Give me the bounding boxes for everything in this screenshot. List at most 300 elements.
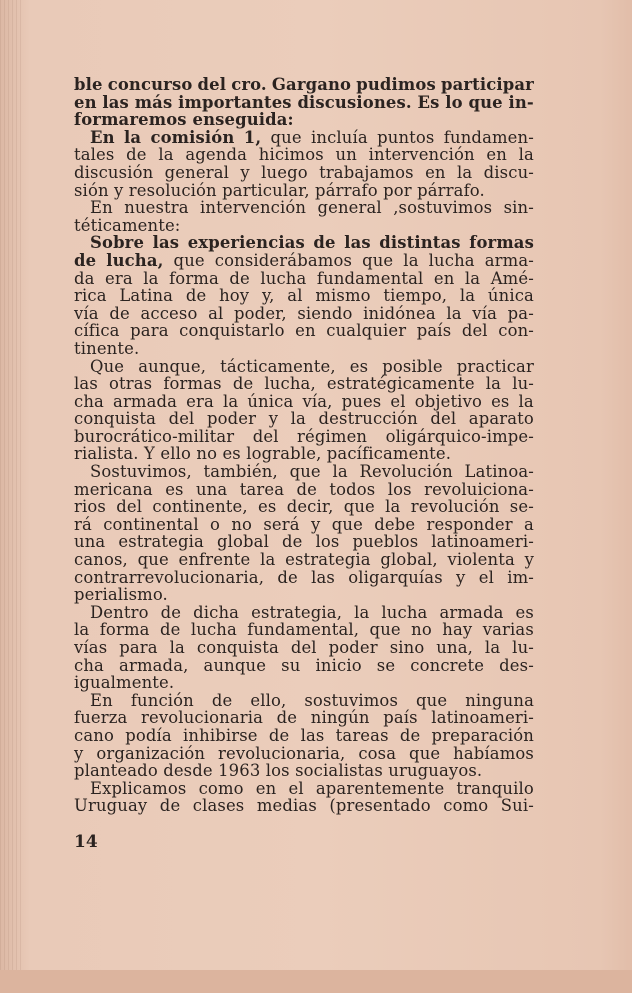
- word: la: [459, 286, 476, 306]
- text-line: [74, 445, 534, 463]
- text-line: [74, 569, 534, 587]
- word: responder: [426, 514, 513, 534]
- word: ninguna: [465, 690, 534, 710]
- word: una: [195, 479, 228, 499]
- word: discusión: [74, 162, 154, 182]
- word: para: [119, 638, 158, 657]
- word: la: [74, 620, 90, 640]
- word: ningún: [310, 708, 370, 728]
- word: cha: [74, 655, 104, 675]
- word: estratégicamente: [326, 374, 475, 394]
- word: podía: [125, 725, 172, 745]
- word: del: [290, 638, 317, 657]
- word: país: [416, 321, 452, 341]
- word: cro.: [231, 75, 267, 94]
- text-line: [74, 657, 534, 675]
- word: de: [276, 708, 298, 728]
- word: canos,: [74, 550, 128, 570]
- word: la: [446, 303, 462, 323]
- word: discusiones.: [297, 92, 412, 112]
- word: Explicamos: [90, 778, 187, 798]
- word: de: [229, 268, 250, 288]
- word: de: [126, 145, 147, 165]
- word: un: [335, 145, 357, 165]
- word: Revolución: [359, 462, 453, 482]
- text-run: téticamente:: [74, 215, 181, 235]
- word: que: [173, 250, 205, 270]
- word: nuestra: [124, 198, 189, 218]
- word: de: [399, 725, 421, 745]
- text-run: sión y resolución particular, párrafo por párrafo.: [74, 180, 485, 200]
- word: fundamental: [316, 268, 424, 288]
- word: latinoameri-: [431, 708, 534, 728]
- word: concrete: [410, 655, 485, 675]
- word: régimen: [297, 426, 368, 446]
- word: cha: [74, 391, 104, 411]
- text-line: [74, 762, 534, 780]
- word: la: [484, 638, 501, 657]
- word: única: [247, 391, 294, 411]
- word: intervención: [200, 198, 307, 218]
- word: la: [158, 145, 174, 165]
- word: fundamental,: [247, 620, 360, 640]
- word: incluía: [310, 127, 368, 147]
- text-line: [74, 692, 534, 710]
- word: revolucionaria,: [218, 743, 346, 763]
- word: Sostuvimos,: [90, 462, 192, 482]
- word: armada,: [119, 655, 189, 675]
- word: y,: [261, 286, 275, 306]
- word: Latina: [119, 286, 174, 306]
- word: ble: [74, 75, 103, 94]
- word: en: [74, 92, 97, 112]
- word: oligárquico-impe-: [385, 426, 534, 446]
- word: la: [485, 374, 502, 394]
- word: del: [252, 426, 279, 446]
- word: Gargano: [271, 75, 352, 94]
- word: cano: [74, 725, 114, 745]
- text-line: [74, 428, 534, 446]
- word: mericana: [74, 479, 153, 499]
- text-line: [74, 797, 534, 815]
- word: tácticamente,: [220, 356, 336, 376]
- text-line: [74, 533, 534, 551]
- word: da: [74, 268, 95, 288]
- word: la: [385, 497, 401, 517]
- word: más: [134, 92, 173, 112]
- word: y: [74, 743, 84, 763]
- word: para: [130, 321, 169, 341]
- word: o: [210, 514, 221, 534]
- word: y: [456, 567, 466, 587]
- word: estrategia: [285, 550, 371, 570]
- text-run: rialista. Y ello no es lograble, pacíficamente.: [74, 444, 452, 464]
- word: sin-: [503, 198, 534, 218]
- word: lu-: [512, 638, 534, 657]
- text-run: formaremos enseguida:: [74, 110, 294, 130]
- word: agenda: [185, 145, 248, 165]
- word: una,: [436, 638, 473, 657]
- word: poder: [207, 409, 257, 429]
- word: estrategia,: [251, 602, 343, 622]
- text-line: [74, 270, 534, 288]
- word: lucha: [260, 268, 307, 288]
- word: continental: [103, 514, 199, 534]
- word: burocrático-militar: [74, 426, 235, 446]
- text-line: [74, 358, 534, 376]
- text-line: [74, 76, 534, 94]
- word: im-: [507, 567, 534, 587]
- text-line: [74, 621, 534, 639]
- word: concurso: [107, 75, 193, 94]
- word: en: [255, 778, 277, 798]
- word: del: [197, 75, 227, 94]
- word: Sobre: [90, 233, 145, 253]
- word: las: [74, 374, 98, 394]
- word: aparato: [468, 409, 534, 429]
- word: y: [268, 409, 279, 429]
- word: fundamen-: [443, 127, 534, 147]
- word: trabajamos: [319, 162, 414, 182]
- word: será: [263, 514, 300, 534]
- word: que: [331, 514, 363, 534]
- word: revolucionaria: [141, 708, 264, 728]
- word: la: [143, 268, 159, 288]
- word: revolución: [410, 497, 500, 517]
- word: que: [343, 497, 375, 517]
- word: vía: [74, 303, 99, 323]
- word: cosa: [358, 743, 397, 763]
- text-line: [74, 305, 534, 323]
- word: aunque: [203, 655, 267, 675]
- text-line: [74, 586, 534, 604]
- word: lu-: [512, 374, 534, 394]
- word: también,: [203, 462, 278, 482]
- word: vía: [472, 303, 498, 323]
- word: se: [376, 655, 396, 675]
- word: en: [433, 268, 455, 288]
- word: comisión: [150, 127, 235, 147]
- word: pa-: [507, 303, 534, 323]
- word: continente,: [152, 497, 248, 517]
- word: global,: [380, 550, 438, 570]
- word: global: [216, 532, 269, 552]
- word: en: [295, 321, 316, 341]
- word: que: [468, 92, 503, 112]
- body-text: [74, 76, 534, 815]
- word: del: [168, 409, 195, 429]
- word: aunque,: [138, 356, 207, 376]
- word: varias: [482, 620, 534, 640]
- word: la: [169, 638, 185, 657]
- word: destrucción: [318, 409, 418, 429]
- word: que: [409, 743, 441, 763]
- word: acceso: [140, 303, 198, 323]
- word: lucha: [190, 620, 237, 640]
- word: aparentemente: [315, 778, 445, 798]
- word: revoluiciona-: [424, 479, 534, 499]
- word: es: [258, 497, 277, 517]
- text-line: [74, 111, 534, 129]
- word: arma-: [484, 250, 534, 270]
- word: objetivo: [414, 391, 483, 411]
- word: en: [425, 162, 446, 182]
- text-line: [74, 287, 534, 305]
- word: que: [362, 250, 394, 270]
- word: En: [90, 127, 115, 147]
- word: otras: [108, 374, 153, 394]
- word: general: [317, 198, 382, 218]
- word: todos: [329, 479, 376, 499]
- word: general: [164, 162, 230, 182]
- text-line: [74, 393, 534, 411]
- word: al: [287, 286, 303, 306]
- text-line: [74, 410, 534, 428]
- text-run: igualmente.: [74, 673, 175, 693]
- word: el: [390, 391, 406, 411]
- word: que: [289, 462, 321, 482]
- word: como: [198, 778, 244, 798]
- word: organización: [96, 743, 206, 763]
- word: las: [152, 233, 180, 253]
- word: a: [524, 514, 534, 534]
- word: de: [159, 620, 181, 640]
- text-line: [74, 217, 534, 235]
- word: sino: [389, 638, 425, 657]
- word: lo: [445, 92, 463, 112]
- text-line: [74, 182, 534, 200]
- word: del: [461, 321, 488, 341]
- word: Dentro: [90, 602, 149, 622]
- word: 1,: [243, 127, 262, 147]
- word: la: [354, 602, 370, 622]
- word: de: [109, 303, 130, 323]
- word: oligarquías: [348, 567, 443, 587]
- word: siendo: [297, 303, 353, 323]
- word: tiempo,: [383, 286, 448, 306]
- word: inidónea: [363, 303, 436, 323]
- word: lucha: [381, 602, 428, 622]
- text-line: [74, 727, 534, 745]
- word: pues: [341, 391, 382, 411]
- word: la: [518, 145, 534, 165]
- word: y: [240, 162, 250, 182]
- word: los: [315, 532, 340, 552]
- word: rios: [74, 497, 106, 517]
- text-line: [74, 164, 534, 182]
- word: y: [524, 550, 534, 570]
- word: tales: [74, 145, 115, 165]
- word: armada: [439, 602, 504, 622]
- word: Uruguay: [74, 796, 148, 816]
- text-line: [74, 199, 534, 217]
- text-line: [74, 375, 534, 393]
- word: función: [130, 690, 194, 710]
- word: contrarrevolucionaria,: [74, 567, 265, 587]
- word: sostuvimos: [304, 690, 399, 710]
- text-line: [74, 780, 534, 798]
- word: hay: [442, 620, 473, 640]
- word: importantes: [178, 92, 292, 112]
- word: ello,: [250, 690, 287, 710]
- word: conquista: [74, 409, 157, 429]
- text-line: [74, 129, 534, 147]
- word: el: [478, 567, 494, 587]
- page-bottom-edge: [0, 970, 632, 993]
- word: forma: [169, 268, 219, 288]
- word: considerábamos: [214, 250, 353, 270]
- word: de: [74, 250, 97, 270]
- word: del: [430, 409, 457, 429]
- word: experiencias: [187, 233, 305, 253]
- text-line: [74, 498, 534, 516]
- word: la: [332, 462, 348, 482]
- word: posible: [382, 356, 443, 376]
- word: las: [102, 92, 129, 112]
- page-binding-edge: [0, 0, 22, 993]
- text-line: [74, 252, 534, 270]
- word: vías: [74, 638, 108, 657]
- word: mismo: [315, 286, 371, 306]
- word: de: [268, 725, 290, 745]
- word: conquista: [196, 638, 279, 657]
- word: pudimos: [356, 75, 436, 94]
- word: una: [74, 532, 106, 552]
- word: hoy: [219, 286, 250, 306]
- text-line: [74, 745, 534, 763]
- text-line: [74, 674, 534, 692]
- word: hicimos: [258, 145, 324, 165]
- word: inhibirse: [183, 725, 258, 745]
- word: Que: [90, 356, 125, 376]
- word: pueblos: [352, 532, 419, 552]
- text-line: [74, 604, 534, 622]
- word: como: [443, 796, 489, 816]
- word: Amé-: [490, 268, 534, 288]
- word: preparación: [431, 725, 534, 745]
- text-line: [74, 94, 534, 112]
- word: violenta: [447, 550, 515, 570]
- word: decir,: [286, 497, 334, 517]
- word: distintas: [379, 233, 461, 253]
- word: las: [344, 233, 371, 253]
- text-line: [74, 709, 534, 727]
- word: su: [281, 655, 301, 675]
- word: formas: [469, 233, 534, 253]
- word: clases: [192, 796, 245, 816]
- word: En: [90, 690, 113, 710]
- text-line: [74, 146, 534, 164]
- word: la: [260, 550, 276, 570]
- word: puntos: [377, 127, 435, 147]
- word: vía,: [302, 391, 333, 411]
- text-run: planteado desde 1963 los socialistas uruguayos.: [74, 761, 483, 781]
- word: fuerza: [74, 708, 128, 728]
- word: En: [90, 198, 113, 218]
- page-number: 14: [74, 832, 98, 852]
- word: habíamos: [453, 743, 534, 763]
- word: de: [211, 690, 233, 710]
- word: única: [487, 286, 534, 306]
- word: los: [387, 479, 412, 499]
- word: las: [311, 567, 335, 587]
- word: país: [383, 708, 418, 728]
- word: que: [369, 620, 401, 640]
- text-run: perialismo.: [74, 585, 168, 605]
- word: que: [416, 690, 448, 710]
- word: no: [411, 620, 432, 640]
- word: poder: [328, 638, 378, 657]
- word: el: [288, 778, 304, 798]
- word: latinoameri-: [431, 532, 534, 552]
- word: la: [124, 127, 142, 147]
- word: de: [281, 532, 303, 552]
- text-line: [74, 551, 534, 569]
- word: des-: [499, 655, 534, 675]
- text-line: [74, 481, 534, 499]
- word: de: [277, 567, 298, 587]
- word: la: [403, 250, 419, 270]
- word: tranquilo: [456, 778, 534, 798]
- word: la: [456, 162, 473, 182]
- word: lucha: [428, 250, 475, 270]
- text-line: [74, 234, 534, 252]
- word: la: [222, 391, 239, 411]
- word: cualquier: [326, 321, 407, 341]
- word: la: [290, 409, 306, 429]
- word: intervención: [368, 145, 475, 165]
- word: Sui-: [500, 796, 534, 816]
- word: ,sostuvimos: [393, 198, 493, 218]
- word: de: [296, 479, 317, 499]
- word: armada: [113, 391, 178, 411]
- word: de: [232, 374, 254, 394]
- word: es: [165, 479, 184, 499]
- word: Latinoa-: [464, 462, 534, 482]
- word: es: [515, 602, 534, 622]
- word: no: [231, 514, 253, 534]
- word: poder,: [234, 303, 287, 323]
- text-line: [74, 639, 534, 657]
- word: in-: [508, 92, 534, 112]
- word: cífica: [74, 321, 120, 341]
- word: y: [311, 514, 321, 534]
- text-line: [74, 322, 534, 340]
- word: forma: [99, 620, 150, 640]
- word: debe: [374, 514, 416, 534]
- word: enfrente: [178, 550, 251, 570]
- word: luego: [261, 162, 308, 182]
- word: lucha,: [106, 250, 164, 270]
- word: es: [349, 356, 369, 376]
- word: formas: [163, 374, 222, 394]
- word: practicar: [456, 356, 534, 376]
- word: de: [185, 286, 207, 306]
- word: con-: [498, 321, 534, 341]
- word: tareas: [335, 725, 389, 745]
- word: participar: [440, 75, 534, 94]
- word: de: [313, 233, 336, 253]
- word: medias: [256, 796, 317, 816]
- word: era: [105, 268, 133, 288]
- word: de: [160, 602, 182, 622]
- word: en: [486, 145, 507, 165]
- word: al: [208, 303, 224, 323]
- text-line: [74, 340, 534, 358]
- text-line: [74, 516, 534, 534]
- word: dicha: [193, 602, 240, 622]
- word: del: [116, 497, 143, 517]
